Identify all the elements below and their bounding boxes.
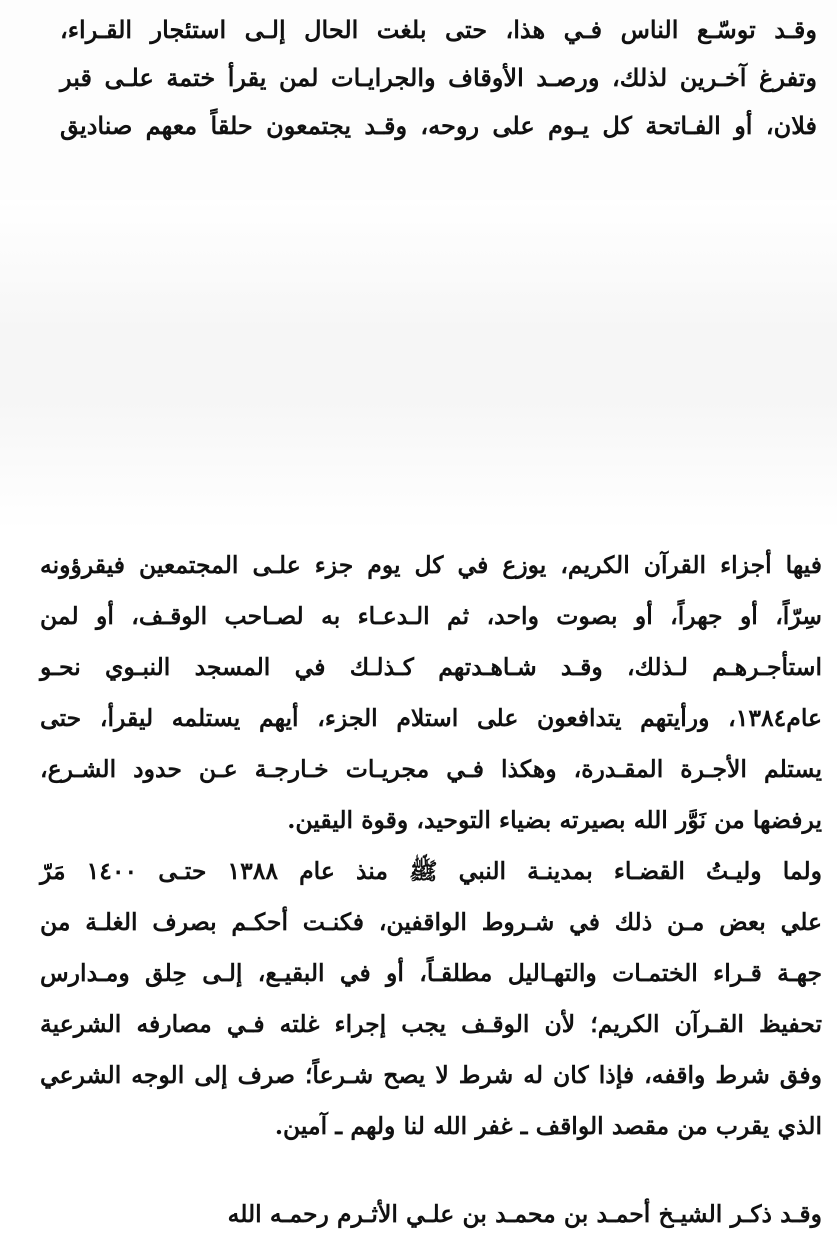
text-line: جهـة قـراء الختمـات والتهـاليل مطلقـاً، أو في البقيـع، إلـى حِلق ومـدارس <box>40 959 822 987</box>
bottom-paragraphs <box>40 540 822 1152</box>
text-line: فيها أجزاء القرآن الكريم، يوزع في كل يوم جزء علـى المجتمعين فيقرؤونه <box>40 551 822 579</box>
text-line: وفق شرط واقفه، فإذا كان له شرط لا يصح شـرعاً؛ صرف إلى الوجه الشرعي <box>40 1061 822 1089</box>
paragraph-end-line: يرفضها من نَوَّر الله بصيرته بضياء التوحيد، وقوة اليقين. <box>287 806 822 834</box>
cut-off-text: وقـد ذكـر الشيـخ أحمـد بن محمـد بن علـي الأثـرم رحمـه الله <box>227 1200 822 1228</box>
text-line: يستلم الأجـرة المقـدرة، وهكذا فـي مجريـات خـارجـة عـن حدود الشـرع، <box>40 755 822 783</box>
text-line: تحفيظ القـرآن الكريم؛ لأن الوقـف يجب إجراء غلته فـي مصارفه الشرعية <box>40 1010 822 1038</box>
text-line: ولما وليـتُ القضـاء بمدينـة النبي ﷺ منذ عام ١٣٨٨ حتـى ١٤٠٠ مَرّ <box>40 857 822 885</box>
text-line: وتفرغ آخـرين لذلك، ورصـد الأوقاف والجرايـات لمن يقرأ ختمة علـى قبر <box>60 63 817 92</box>
page-gap <box>0 200 837 530</box>
text-line: عام١٣٨٤، ورأيتهم يتدافعون على استلام الجزء، أيهم يستلمه ليقرأ، حتى <box>40 704 822 732</box>
paragraph-end-line: الذي يقرب من مقصد الواقف ـ غفر الله لنا ولهم ـ آمين. <box>274 1112 822 1140</box>
top-paragraph <box>60 6 817 150</box>
text-line: علي بعض مـن ذلك في شـروط الواقفين، فكنـت أحكـم بصرف الغلـة من <box>40 908 822 936</box>
text-line: استأجـرهـم لـذلك، وقـد شـاهـدتهم كـذلـك في المسجد النبـوي نحـو <box>40 653 822 681</box>
text-line: فلان، أو الفـاتحة كل يـوم على روحه، وقـد يجتمعون حلقاً معهم صناديق <box>60 111 818 140</box>
cut-off-text-line <box>40 1180 822 1228</box>
text-line: سِرّاً، أو جهراً، أو بصوت واحد، ثم الـدعـاء به لصـاحب الوقـف، أو لمن <box>40 602 822 630</box>
text-line: وقـد توسّـع الناس فـي هذا، حتى بلغت الحال إلـى استئجار القـراء، <box>60 15 817 44</box>
